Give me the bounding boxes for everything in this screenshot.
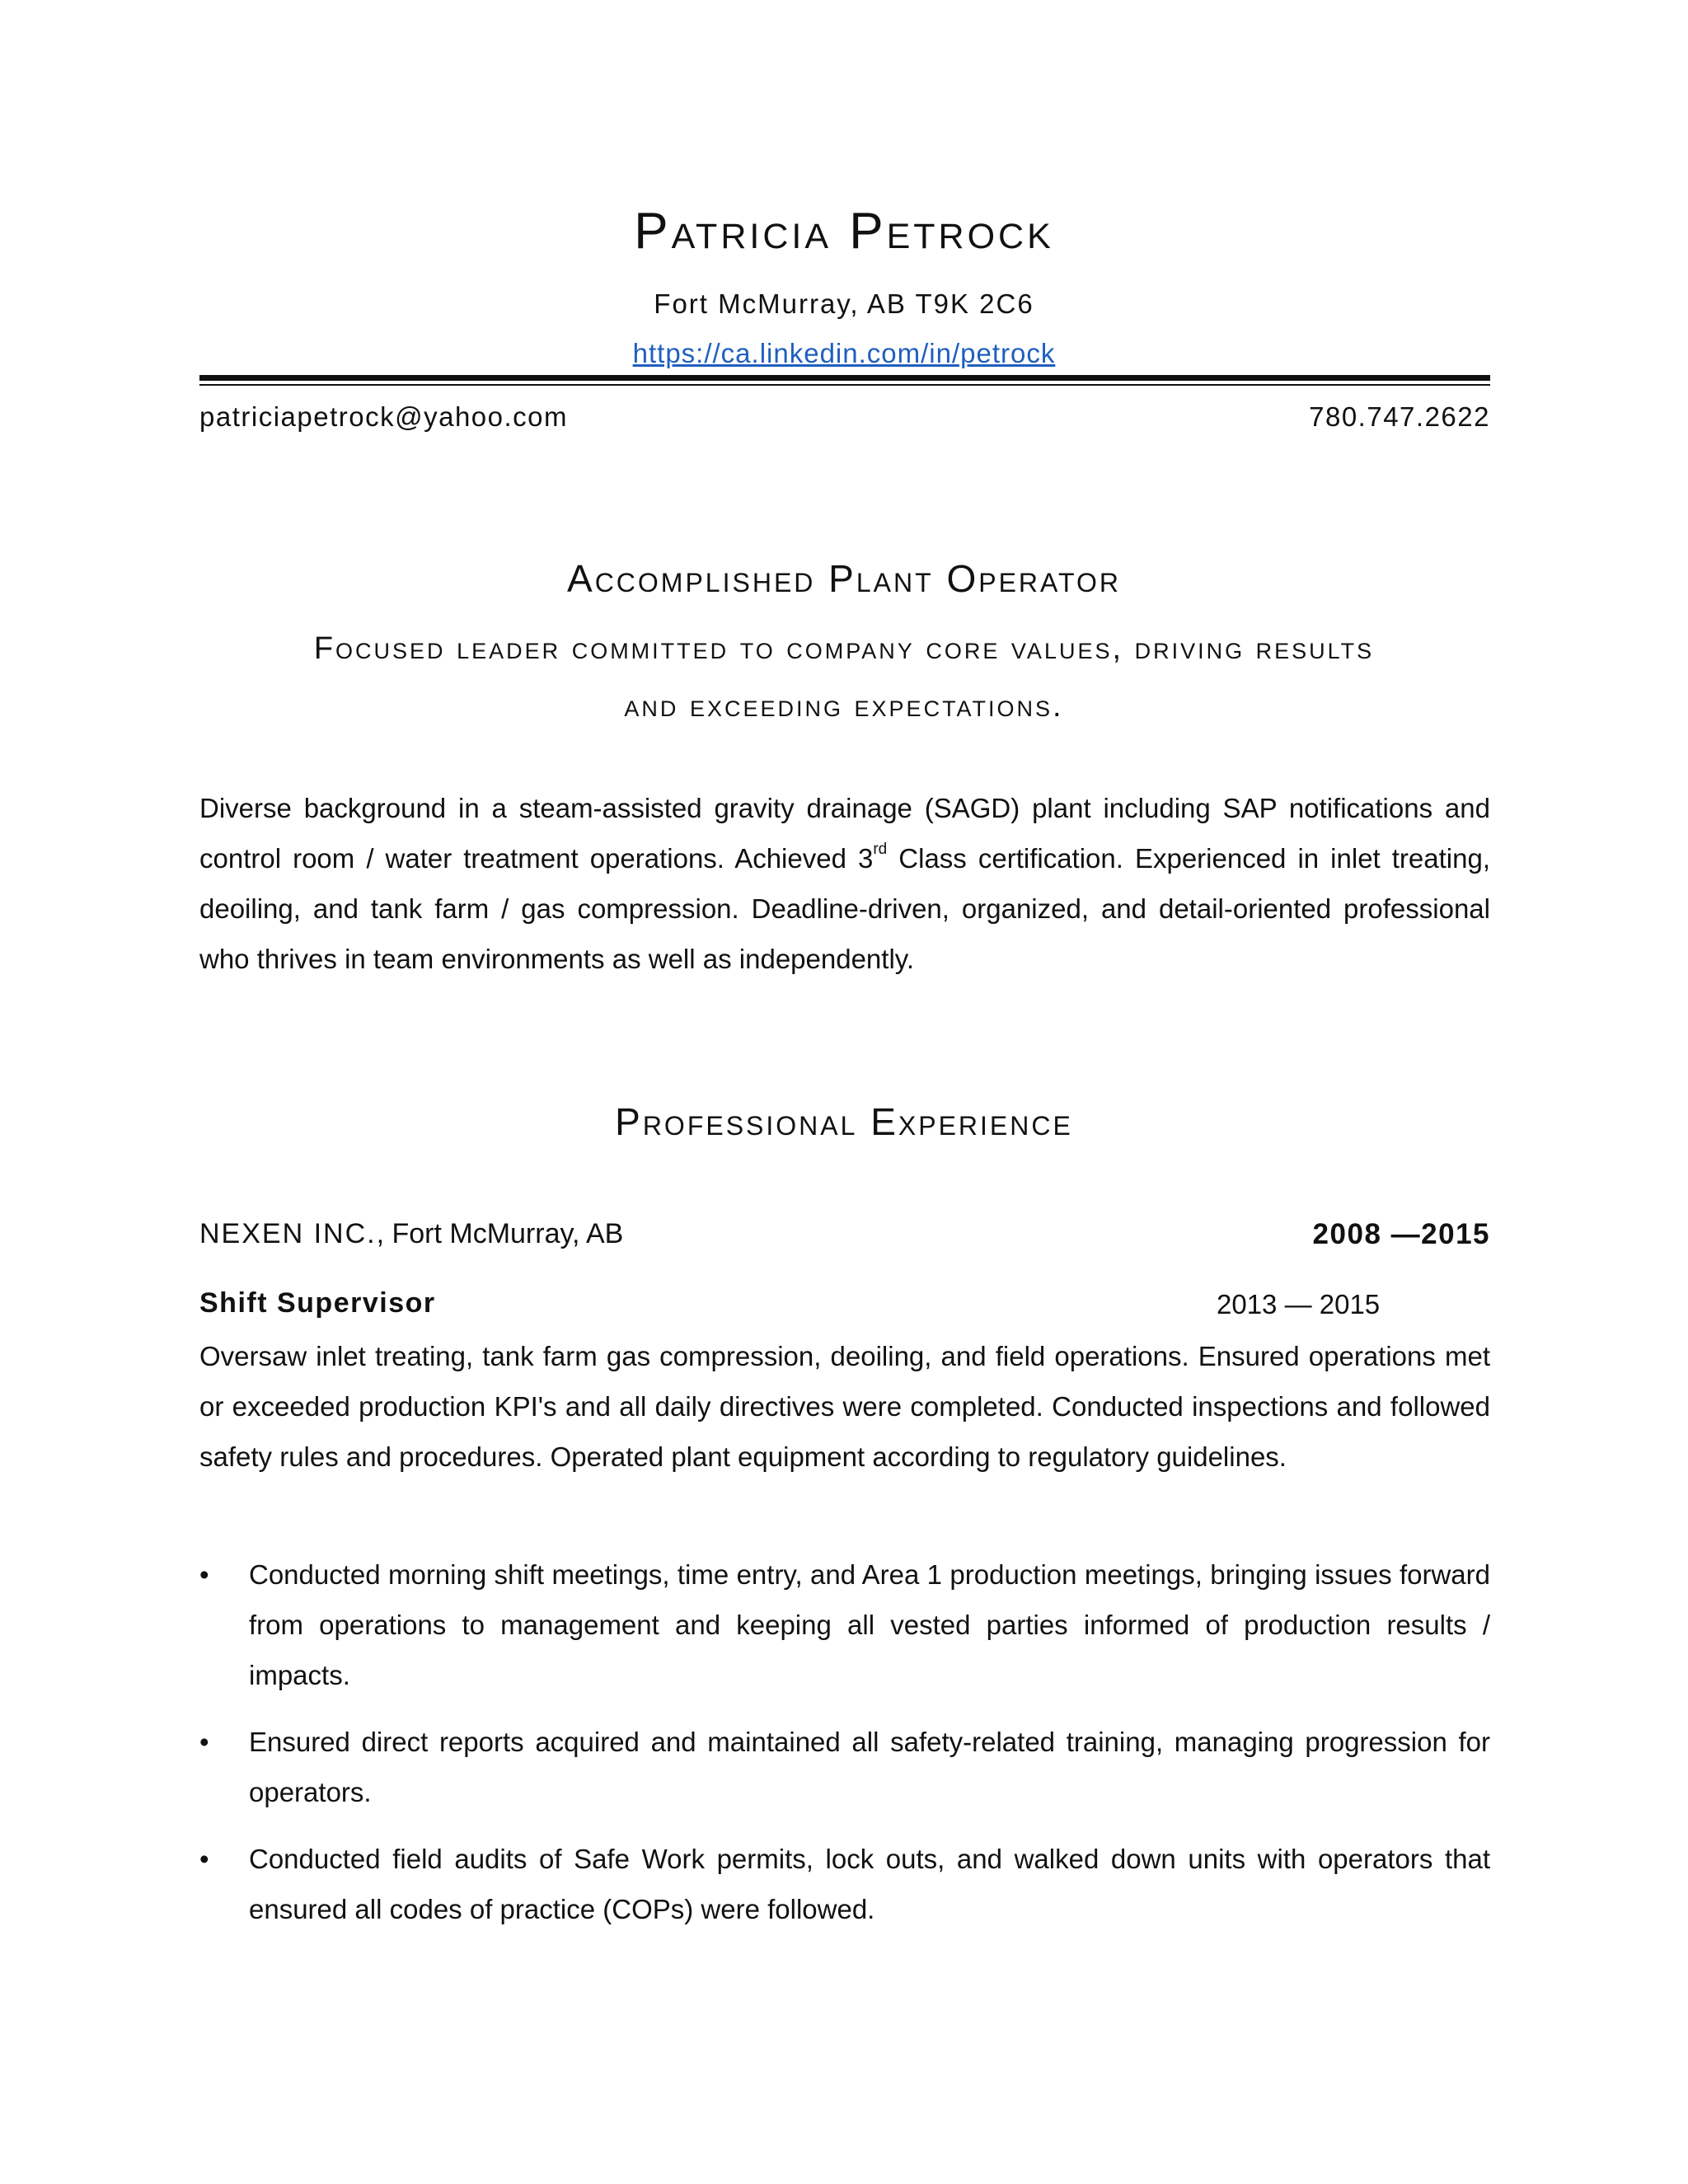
company-dates: 2008 —2015 (1312, 1218, 1490, 1250)
bullet-icon: • (199, 1844, 209, 1874)
role-title: Shift Supervisor (199, 1287, 436, 1319)
experience-heading: Professional Experience (615, 1100, 1073, 1143)
bullet-icon: • (199, 1559, 209, 1590)
linkedin-row (0, 338, 1688, 369)
candidate-name: Patricia Petrock (634, 203, 1054, 260)
summary-superscript: rd (873, 841, 888, 858)
linkedin-link[interactable]: https://ca.linkedin.com/in/petrock (632, 338, 1056, 368)
company-name: NEXEN INC. (199, 1218, 377, 1249)
address: Fort McMurray, AB T9K 2C6 (654, 288, 1034, 319)
list-item (199, 1549, 1490, 1700)
phone-number: 780.747.2622 (1309, 401, 1490, 432)
company-line (199, 1218, 623, 1250)
bullet-text: Ensured direct reports acquired and maintained all safety-related training, managing progression for operators. (249, 1727, 1490, 1807)
role-dates: 2013 — 2015 (1217, 1289, 1381, 1319)
role-description: Oversaw inlet treating, tank farm gas compression, deoiling, and field operations. Ensured operations met or exceeded production KPI's and all daily directives were completed. Conducted inspections and followed safety rules and procedures. Operated plant equipment according to regulatory guidelines. (199, 1341, 1490, 1472)
bullet-text: Conducted field audits of Safe Work permits, lock outs, and walked down units with operators that ensured all codes of practice (COPs) were followed. (249, 1844, 1490, 1924)
summary-text-2: Class certification. Experienced in inlet treating, deoiling, and tank farm / gas compression. Deadline-driven, organized, and detail-oriented professional who thrives in team environments as well as independently. (199, 843, 1490, 974)
header-divider-thin (199, 384, 1490, 386)
company-location: , Fort McMurray, AB (376, 1218, 624, 1249)
email-address: patriciapetrock@yahoo.com (199, 401, 569, 432)
list-item (199, 1834, 1490, 1934)
bullet-text: Conducted morning shift meetings, time entry, and Area 1 production meetings, bringing issues forward from operations to management and keeping all vested parties informed of production results / impacts. (249, 1559, 1490, 1690)
list-item (199, 1717, 1490, 1817)
achievement-list (199, 1549, 1490, 1951)
summary-text-1: Diverse background in a steam-assisted gravity drainage (SAGD) plant including SAP notifications and control room / water treatment operations. Achieved 3 (199, 793, 1490, 874)
summary-paragraph (199, 783, 1490, 984)
tagline-line-1: Focused leader committed to company core values, driving results (313, 631, 1375, 666)
profile-title: Accomplished Plant Operator (567, 557, 1121, 600)
tagline-line-2: and exceeding expectations. (624, 689, 1064, 724)
header-divider-thick (199, 375, 1490, 381)
bullet-icon: • (199, 1727, 209, 1757)
